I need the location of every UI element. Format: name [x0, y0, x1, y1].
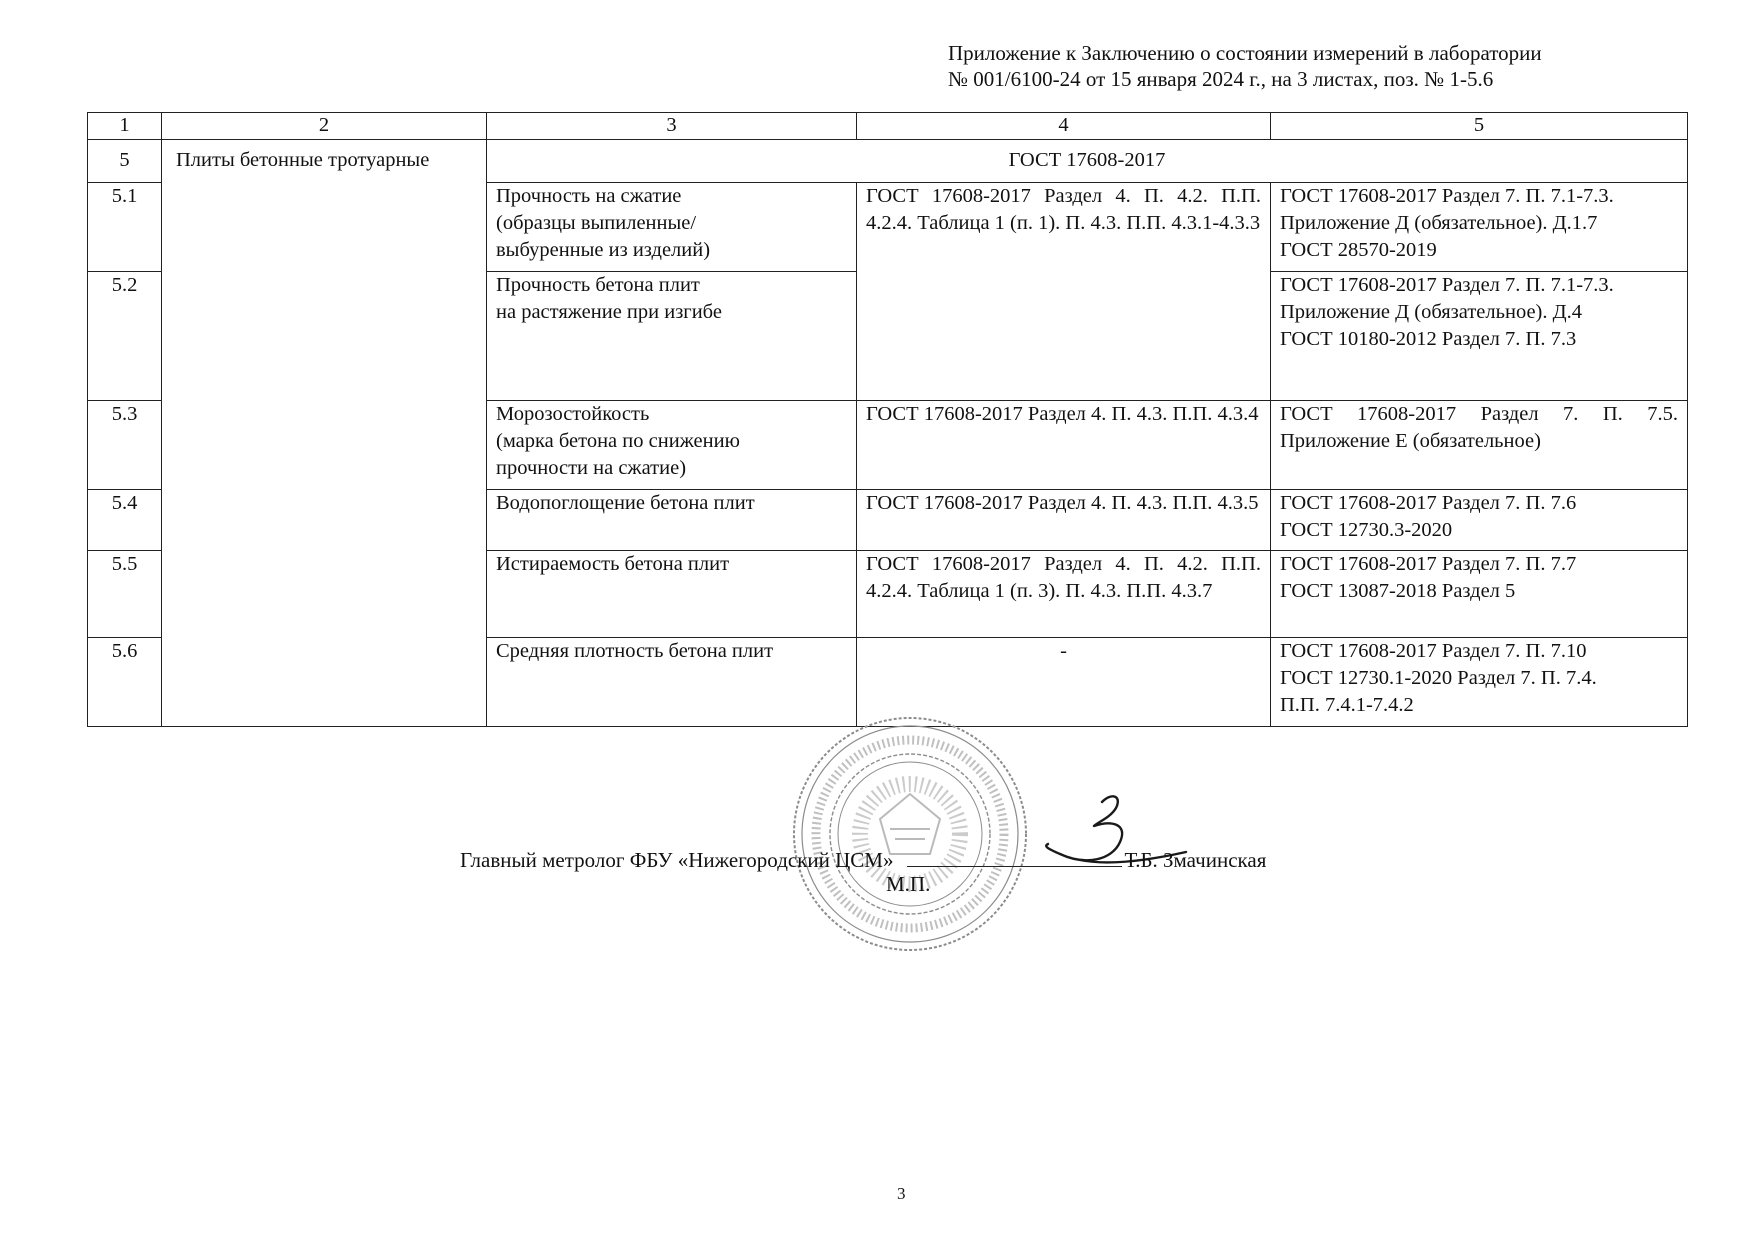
- group-number: 5: [88, 140, 162, 183]
- requirements-cell: ГОСТ 17608-2017 Раздел 4. П. 4.2. П.П. 4.2.4. Таблица 1 (п. 1). П. 4.3. П.П. 4.3.1-4.3.3: [857, 183, 1271, 401]
- parameter-line: Истираемость бетона плит: [496, 553, 730, 575]
- column-number: 2: [162, 113, 487, 140]
- method-cell: [1271, 638, 1688, 727]
- row-number: 5.2: [88, 272, 162, 401]
- method-line: Приложение Д (обязательное). Д.1.7: [1280, 212, 1598, 234]
- method-cell: [1271, 490, 1688, 551]
- parameter-line: Средняя плотность бетона плит: [496, 640, 774, 662]
- method-line: ГОСТ 17608-2017 Раздел 7. П. 7.1-7.3.: [1280, 274, 1614, 296]
- parameter-line: Прочность на сжатие: [496, 185, 682, 207]
- signer-name: Т.Б. Змачинская: [1124, 848, 1267, 872]
- parameter-line: Морозостойкость: [496, 403, 650, 425]
- group-standard: ГОСТ 17608-2017: [487, 140, 1688, 183]
- method-cell: ГОСТ 17608-2017 Раздел 7. П. 7.5. Приложение Е (обязательное): [1271, 401, 1688, 490]
- column-number: 3: [487, 113, 857, 140]
- parameter-cell: [487, 551, 857, 638]
- parameter-line: прочности на сжатие): [496, 457, 687, 479]
- method-line: ГОСТ 17608-2017 Раздел 7. П. 7.7: [1280, 553, 1577, 575]
- signature-line: [907, 846, 1122, 867]
- parameter-line: выбуренные из изделий): [496, 239, 711, 261]
- header-line-1: Приложение к Заключению о состоянии измерений в лаборатории: [948, 41, 1542, 65]
- requirements-cell: ГОСТ 17608-2017 Раздел 4. П. 4.3. П.П. 4.3.5: [857, 490, 1271, 551]
- column-number-row: [88, 113, 1688, 140]
- parameter-cell: [487, 401, 857, 490]
- row-number: 5.1: [88, 183, 162, 272]
- requirements-cell: ГОСТ 17608-2017 Раздел 4. П. 4.2. П.П. 4.2.4. Таблица 1 (п. 3). П. 4.3. П.П. 4.3.7: [857, 551, 1271, 638]
- requirements-cell: ГОСТ 17608-2017 Раздел 4. П. 4.3. П.П. 4.3.4: [857, 401, 1271, 490]
- method-line: ГОСТ 12730.3-2020: [1280, 519, 1453, 541]
- method-line: ГОСТ 17608-2017 Раздел 7. П. 7.6: [1280, 492, 1577, 514]
- signer-position: Главный метролог ФБУ «Нижегородский ЦСМ»: [460, 848, 894, 872]
- requirements-cell: -: [857, 638, 1271, 727]
- method-line: ГОСТ 10180-2012 Раздел 7. П. 7.3: [1280, 328, 1577, 350]
- parameter-line: Водопоглощение бетона плит: [496, 492, 755, 514]
- method-line: Приложение Д (обязательное). Д.4: [1280, 301, 1582, 323]
- handwritten-signature-icon: [1040, 790, 1190, 900]
- parameter-cell: [487, 490, 857, 551]
- parameter-line: (образцы выпиленные/: [496, 212, 697, 234]
- method-cell: [1271, 551, 1688, 638]
- round-stamp-icon: [790, 714, 1030, 954]
- parameter-cell: [487, 272, 857, 401]
- parameter-line: (марка бетона по снижению: [496, 430, 740, 452]
- method-line: ГОСТ 12730.1-2020 Раздел 7. П. 7.4.: [1280, 667, 1597, 689]
- method-line: ГОСТ 17608-2017 Раздел 7. П. 7.1-7.3.: [1280, 185, 1614, 207]
- parameter-line: Прочность бетона плит: [496, 274, 700, 296]
- method-cell: [1271, 183, 1688, 272]
- method-line: ГОСТ 17608-2017 Раздел 7. П. 7.10: [1280, 640, 1587, 662]
- header-line-2: № 001/6100-24 от 15 января 2024 г., на 3 листах, поз. № 1-5.6: [948, 67, 1494, 91]
- group-row: [88, 140, 1688, 183]
- column-number: 4: [857, 113, 1271, 140]
- column-number: 1: [88, 113, 162, 140]
- document-header: [948, 40, 1688, 92]
- requirements-table: [87, 112, 1688, 727]
- row-number: 5.5: [88, 551, 162, 638]
- method-line: П.П. 7.4.1-7.4.2: [1280, 694, 1414, 716]
- method-cell: [1271, 272, 1688, 401]
- parameter-cell: [487, 183, 857, 272]
- method-line: ГОСТ 13087-2018 Раздел 5: [1280, 580, 1516, 602]
- column-number: 5: [1271, 113, 1688, 140]
- row-number: 5.6: [88, 638, 162, 727]
- page-number: 3: [897, 1184, 906, 1203]
- row-number: 5.4: [88, 490, 162, 551]
- product-name: Плиты бетонные тротуарные: [162, 140, 487, 727]
- row-number: 5.3: [88, 401, 162, 490]
- parameter-line: на растяжение при изгибе: [496, 301, 722, 323]
- signature-block: [460, 846, 1266, 873]
- stamp-label: М.П.: [886, 872, 931, 896]
- method-line: ГОСТ 28570-2019: [1280, 239, 1437, 261]
